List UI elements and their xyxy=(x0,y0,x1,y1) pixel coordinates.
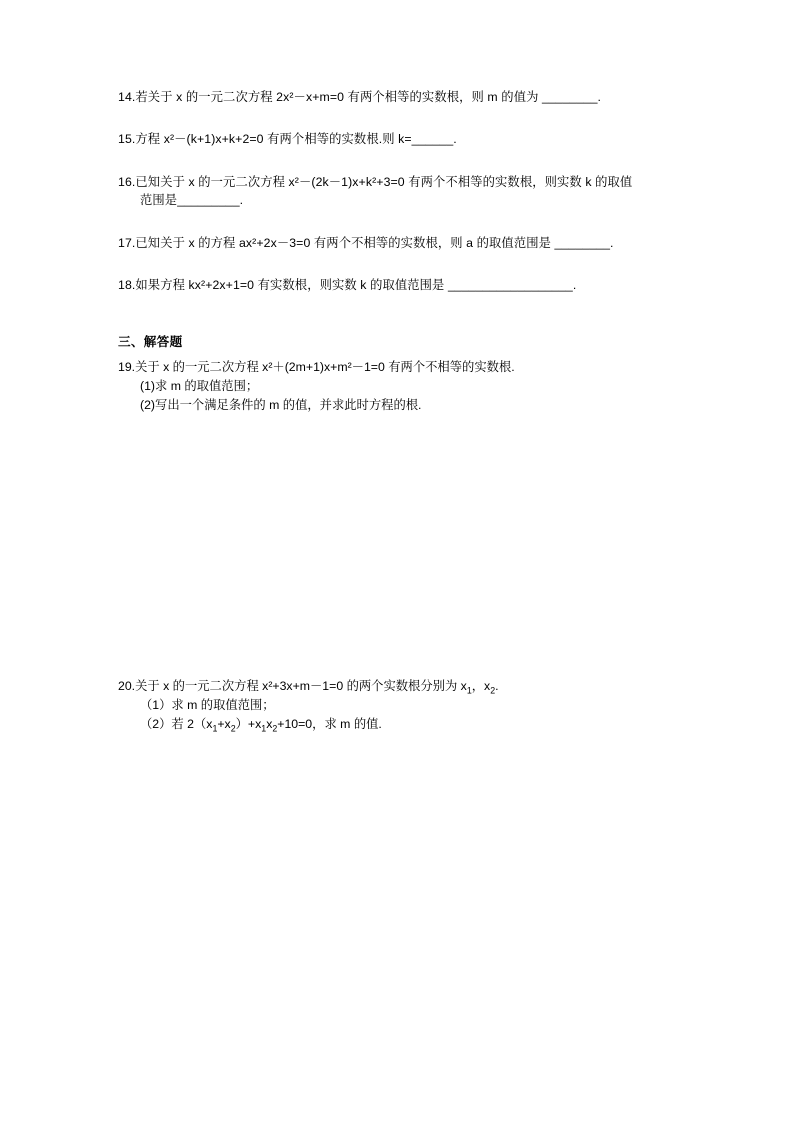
question-19-sub2: (2)写出一个满足条件的 m 的值，并求此时方程的根. xyxy=(140,397,422,412)
question-16-text-line1: 16.已知关于 x 的一元二次方程 x²－(2k－1)x+k²+3=0 有两个不相等的实数根，则实数 k 的取值 xyxy=(118,174,633,189)
question-20-stem xyxy=(118,677,699,696)
question-16-text-line2: 范围是_________. xyxy=(140,193,244,208)
question-20-sub2-d: x xyxy=(266,716,273,731)
question-17 xyxy=(118,234,699,252)
question-20 xyxy=(118,677,699,734)
question-14-text: 14.若关于 x 的一元二次方程 2x²－x+m=0 有两个相等的实数根，则 m 的值为 ________. xyxy=(118,90,602,104)
question-20-stem-sub1: 1 xyxy=(466,685,472,696)
question-14 xyxy=(118,88,699,106)
question-20-sub2-s1: 1 xyxy=(212,723,218,734)
question-20-sub2-b: +x xyxy=(217,716,231,731)
question-20-sub1: （1）求 m 的取值范围； xyxy=(140,697,275,712)
question-20-sub2 xyxy=(118,715,699,734)
question-15 xyxy=(118,130,699,148)
question-20-sub2-c: ）+x xyxy=(235,716,262,731)
question-17-text: 17.已知关于 x 的方程 ax²+2x－3=0 有两个不相等的实数根，则 a 的取值范围是 ________. xyxy=(118,235,614,250)
question-18 xyxy=(118,276,699,294)
question-20-stem-end: . xyxy=(495,678,499,693)
question-15-text: 15.方程 x²－(k+1)x+k+2=0 有两个相等的实数根.则 k=______. xyxy=(118,132,457,147)
question-20-stem-mid: ，x xyxy=(471,678,491,693)
question-16 xyxy=(118,173,699,210)
question-20-sub2-s3: 1 xyxy=(261,723,267,734)
question-19-sub1: (1)求 m 的取值范围； xyxy=(140,378,259,393)
question-20-stem-sub2: 2 xyxy=(490,685,496,696)
question-20-sub2-s4: 2 xyxy=(272,723,278,734)
question-19-stem: 19.关于 x 的一元二次方程 x²＋(2m+1)x+m²－1=0 有两个不相等的实数根. xyxy=(118,359,515,374)
section-heading: 三、解答题 xyxy=(118,334,183,349)
question-18-text: 18.如果方程 kx²+2x+1=0 有实数根，则实数 k 的取值范围是 __________________. xyxy=(118,278,577,293)
question-20-sub2-a: （2）若 2（x xyxy=(140,716,213,731)
question-20-sub2-s2: 2 xyxy=(230,723,236,734)
answer-space xyxy=(118,419,699,677)
question-19 xyxy=(118,358,699,415)
question-20-stem-a: 20.关于 x 的一元二次方程 x²+3x+m－1=0 的两个实数根分别为 x xyxy=(118,678,467,693)
question-20-sub2-e: +10=0，求 m 的值. xyxy=(277,716,382,731)
